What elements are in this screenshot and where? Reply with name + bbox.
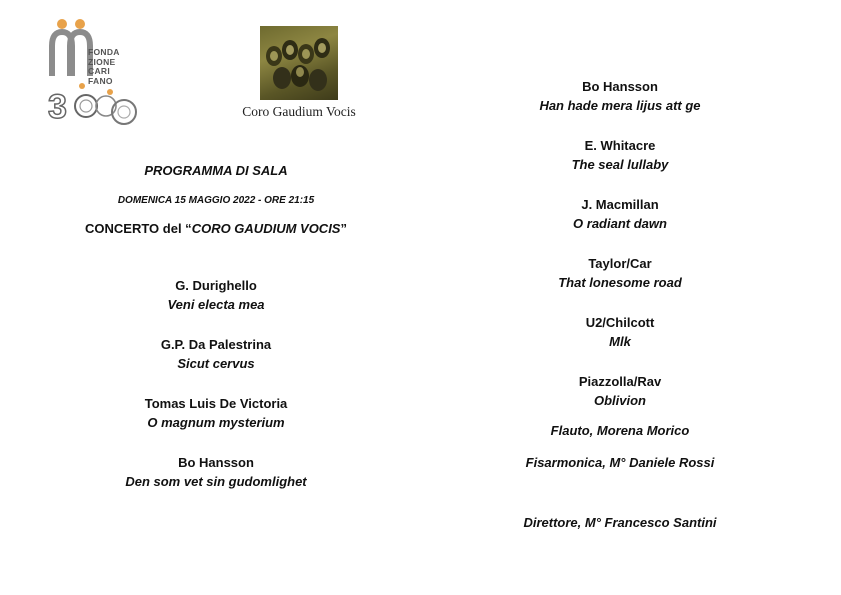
composer-name: Taylor/Car	[588, 256, 652, 271]
program-item	[86, 276, 346, 335]
program-item	[490, 195, 750, 254]
work-title: Sicut cervus	[177, 356, 255, 371]
coro-gaudium-vocis-logo	[228, 26, 370, 122]
choir-photo	[260, 26, 338, 100]
concert-title	[40, 221, 392, 236]
fondazione-logo-text: FONDA ZIONE CARI FANO	[88, 47, 120, 86]
concert-choir-name: CORO GAUDIUM VOCIS	[191, 221, 341, 236]
work-title: O radiant dawn	[573, 216, 667, 231]
work-title: Han hade mera lijus att ge	[539, 98, 701, 113]
credit-director: Direttore, M° Francesco Santini	[523, 515, 717, 530]
composer-name: Bo Hansson	[582, 79, 658, 94]
composer-name: Piazzolla/Rav	[578, 374, 662, 389]
program-title: PROGRAMMA DI SALA	[144, 163, 288, 178]
work-title: Oblivion	[594, 393, 646, 408]
program-item	[86, 335, 346, 394]
composer-name: Bo Hansson	[178, 455, 254, 470]
composer-name: E. Whitacre	[584, 138, 656, 153]
work-title: That lonesome road	[558, 275, 682, 290]
program-item	[86, 453, 346, 512]
work-title: O magnum mysterium	[147, 415, 285, 430]
svg-text:3: 3	[48, 88, 67, 126]
composer-name: G. Durighello	[175, 278, 257, 293]
coro-logo-name: Coro Gaudium Vocis	[242, 104, 356, 119]
composer-name: Tomas Luis De Victoria	[144, 396, 288, 411]
concert-suffix: ”	[340, 221, 347, 236]
work-title: Mlk	[609, 334, 631, 349]
credit-accordion: Fisarmonica, M° Daniele Rossi	[525, 455, 715, 470]
program-item	[490, 136, 750, 195]
program-right-column	[490, 77, 750, 431]
work-title: Veni electa mea	[167, 297, 265, 312]
composer-name: U2/Chilcott	[585, 315, 655, 330]
concert-prefix: CONCERTO del “	[85, 221, 192, 236]
work-title: The seal lullaby	[571, 157, 669, 172]
program-item	[490, 313, 750, 372]
work-title: Den som vet sin gudomlighet	[125, 474, 307, 489]
fondazione-carifano-logo	[48, 18, 140, 130]
composer-name: G.P. Da Palestrina	[160, 337, 272, 352]
credit-flute: Flauto, Morena Morico	[550, 423, 690, 438]
program-item	[490, 77, 750, 136]
program-left-column	[86, 276, 346, 512]
program-item	[490, 254, 750, 313]
concert-date: DOMENICA 15 MAGGIO 2022 - ORE 21:15	[117, 195, 315, 206]
program-item	[86, 394, 346, 453]
composer-name: J. Macmillan	[581, 197, 659, 212]
